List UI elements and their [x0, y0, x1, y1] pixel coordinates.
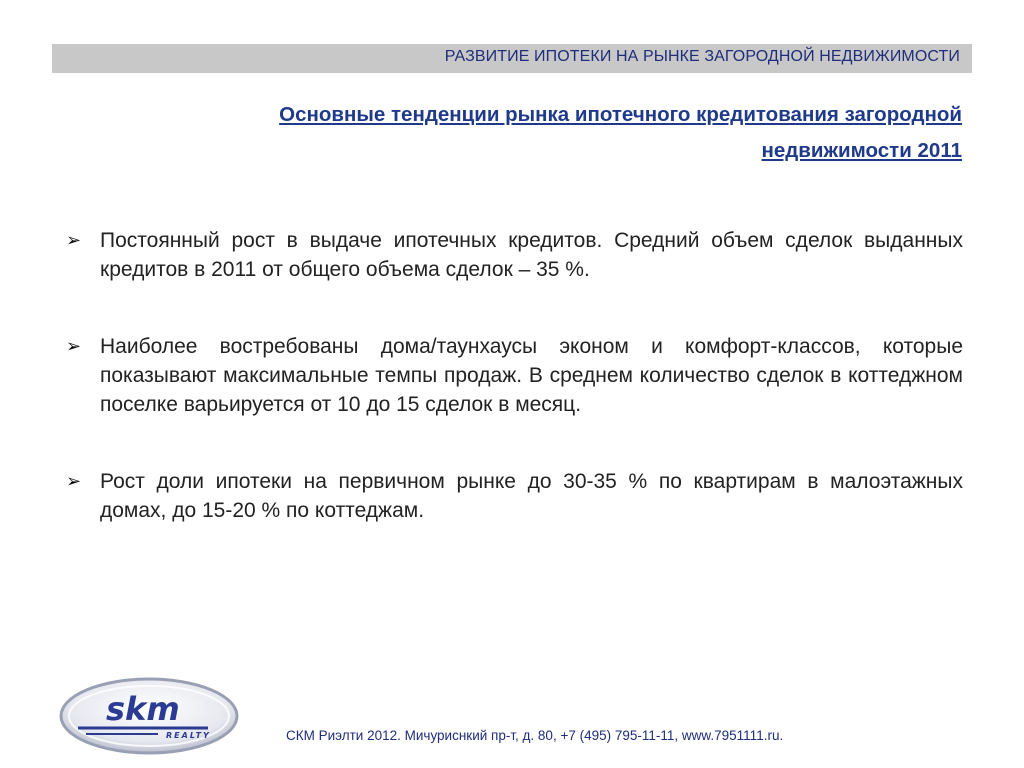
bullet-text: Наиболее востребованы дома/таунхаусы эконом и комфорт-классов, которые показывают максимальные темпы продаж. В среднем количество сделок в коттеджном поселке варьируется от 10 до 15 сделок в месяц.: [100, 335, 963, 416]
bullet-text: Постоянный рост в выдаче ипотечных кредитов. Средний объем сделок выданных кредитов в 2011 от общего объема сделок – 35 %.: [100, 229, 963, 281]
header-title: РАЗВИТИЕ ИПОТЕКИ НА РЫНКЕ ЗАГОРОДНОЙ НЕДВИЖИМОСТИ: [444, 48, 960, 65]
bullet-item: [66, 467, 963, 525]
bullet-item: [66, 332, 963, 419]
slide-title-line-2: недвижимости 2011: [761, 139, 962, 162]
logo-sub: REALTY: [166, 731, 211, 740]
logo-brand: skm: [106, 690, 180, 728]
bullet-item: [66, 226, 963, 284]
arrow-bullet-icon: ➢: [66, 230, 82, 250]
header-bar: [52, 44, 972, 73]
bullet-text: Рост доли ипотеки на первичном рынке до 30-35 % по квартирам в малоэтажных домах, до 15-20 % по коттеджам.: [100, 470, 963, 522]
slide-title-line-1: Основные тенденции рынка ипотечного кредитования загородной: [279, 103, 962, 126]
arrow-bullet-icon: ➢: [66, 471, 82, 491]
footer-contacts: СКМ Риэлти 2012. Мичуриснкий пр-т, д. 80, +7 (495) 795-11-11, www.7951111.ru.: [286, 728, 784, 743]
bullet-list: [66, 226, 963, 573]
slide-title: [64, 97, 962, 169]
arrow-bullet-icon: ➢: [66, 336, 82, 356]
skm-realty-logo: [58, 676, 240, 756]
